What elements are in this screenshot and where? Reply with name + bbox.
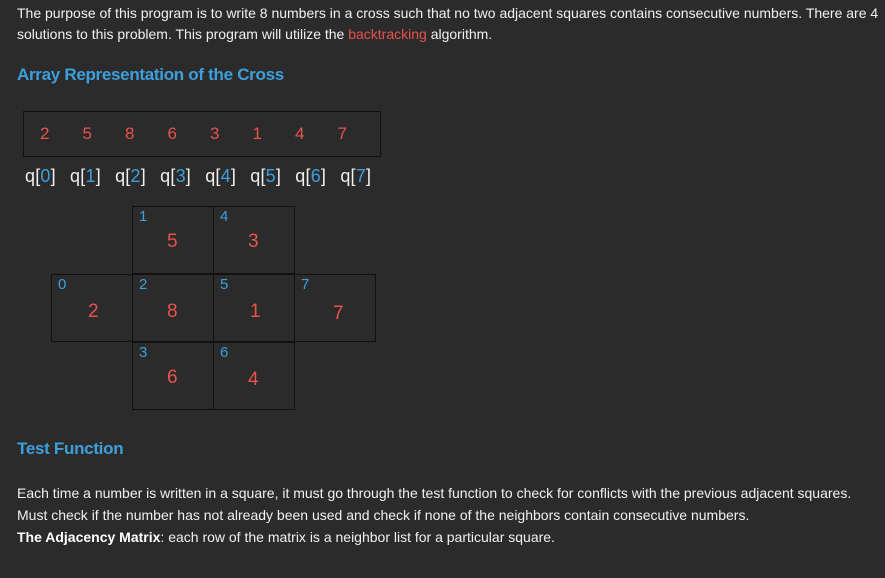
intro-text-1: The purpose of this program is to write 8 numbers in a cross such that no two adjacent squares contains consecutive numbers. There are 4 solutions to this problem. This program will utilize the bbox=[17, 5, 879, 42]
array-index-labels bbox=[25, 166, 380, 187]
cell-value: 7 bbox=[333, 303, 344, 324]
backtracking-link[interactable]: backtracking bbox=[348, 26, 427, 42]
cell-index: 4 bbox=[220, 208, 229, 225]
cell-index: 6 bbox=[220, 344, 229, 361]
index-label: q[1] bbox=[70, 166, 101, 186]
cell-value: 5 bbox=[167, 231, 178, 252]
cell-value: 3 bbox=[248, 231, 259, 252]
cell-index: 7 bbox=[301, 276, 310, 293]
cross-cell-6 bbox=[213, 342, 295, 410]
test-function-heading: Test Function bbox=[17, 439, 124, 458]
cell-index: 1 bbox=[139, 208, 148, 225]
array-value: 3 bbox=[210, 124, 220, 143]
intro-text-2: algorithm. bbox=[426, 26, 493, 42]
cross-cell-4 bbox=[213, 206, 295, 274]
cross-cell-7 bbox=[294, 274, 376, 342]
cell-value: 2 bbox=[88, 301, 99, 322]
array-box bbox=[23, 111, 381, 157]
cell-value: 4 bbox=[248, 369, 259, 390]
array-value: 2 bbox=[40, 124, 50, 143]
cell-value: 8 bbox=[167, 301, 178, 322]
intro-paragraph bbox=[17, 3, 879, 45]
array-representation-heading: Array Representation of the Cross bbox=[17, 65, 284, 84]
paragraph-1: Each time a number is written in a square, it must go through the test function to check for conflicts with the previous adjacent squares. bbox=[17, 485, 852, 501]
array-value: 8 bbox=[125, 124, 135, 143]
index-label: q[6] bbox=[295, 166, 327, 186]
index-label: q[0] bbox=[25, 166, 56, 186]
cross-cell-3 bbox=[132, 342, 214, 410]
array-value: 1 bbox=[252, 124, 262, 143]
array-value: 7 bbox=[337, 124, 347, 143]
paragraph-2: Must check if the number has not already been used and check if none of the neighbors contain consecutive numbers. bbox=[17, 507, 750, 523]
cell-value: 1 bbox=[250, 301, 261, 322]
index-label: q[2] bbox=[115, 166, 146, 186]
index-label: q[3] bbox=[160, 166, 191, 186]
index-label: q[7] bbox=[340, 166, 372, 186]
array-value: 6 bbox=[167, 124, 177, 143]
adjacency-matrix-label: The Adjacency Matrix bbox=[17, 529, 161, 545]
cell-index: 0 bbox=[58, 276, 67, 293]
cross-cell-0 bbox=[51, 274, 133, 342]
cell-index: 2 bbox=[139, 276, 148, 293]
index-label: q[4] bbox=[205, 166, 237, 186]
cell-index: 5 bbox=[220, 276, 229, 293]
cell-value: 6 bbox=[167, 367, 178, 388]
array-value: 4 bbox=[295, 124, 305, 143]
test-function-description bbox=[17, 482, 877, 548]
paragraph-3 bbox=[17, 526, 877, 548]
cross-cell-2 bbox=[132, 274, 214, 342]
cell-index: 3 bbox=[139, 344, 148, 361]
cross-cell-5 bbox=[213, 274, 295, 342]
index-label: q[5] bbox=[250, 166, 282, 186]
array-value: 5 bbox=[82, 124, 92, 143]
cross-cell-1 bbox=[132, 206, 214, 274]
paragraph-3-text: : each row of the matrix is a neighbor list for a particular square. bbox=[160, 529, 555, 545]
